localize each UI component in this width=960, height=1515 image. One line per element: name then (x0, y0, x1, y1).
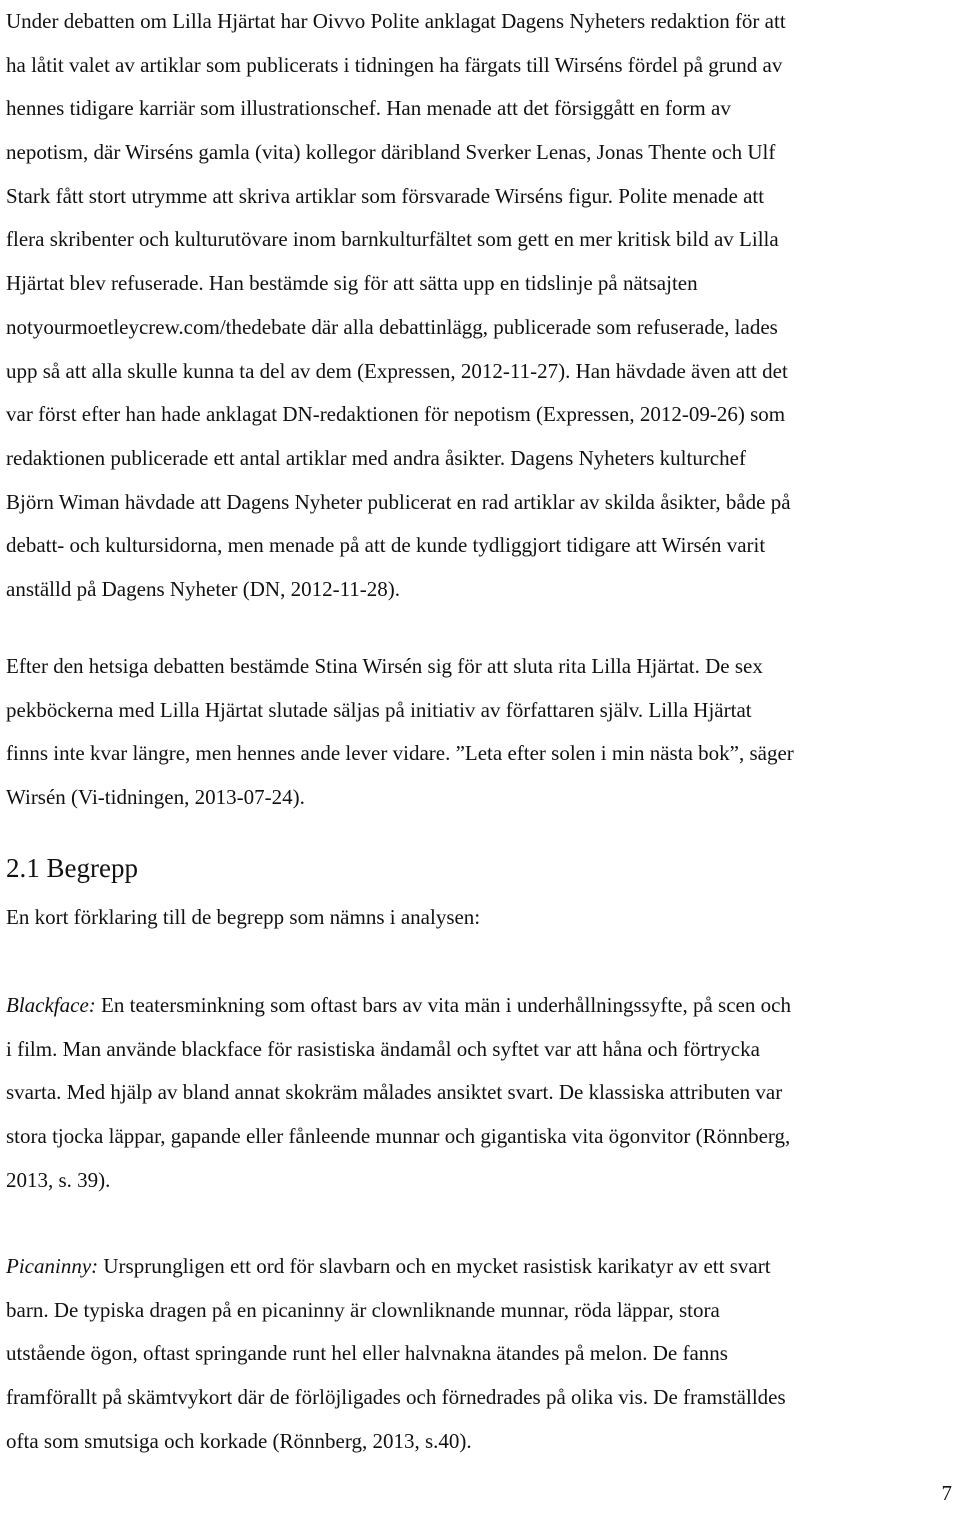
definition-picaninny (6, 1245, 954, 1463)
text-line: svarta. Med hjälp av bland annat skokräm målades ansiktet svart. De klassiska attributen var (6, 1080, 783, 1105)
text-line: Hjärtat blev refuserade. Han bestämde sig för att sätta upp en tidslinje på nätsajten (6, 271, 698, 296)
text-line: barn. De typiska dragen på en picaninny är clownliknande munnar, röda läppar, stora (6, 1297, 720, 1322)
paragraph-debate (6, 0, 954, 612)
definition-term: Blackface: (6, 993, 96, 1017)
section-heading: 2.1 Begrepp (6, 853, 138, 883)
text-line: anställd på Dagens Nyheter (DN, 2012-11-28). (6, 576, 401, 601)
text-line: ha låtit valet av artiklar som publicerats i tidningen ha färgats till Wirséns fördel på grund av (6, 52, 783, 77)
text-line: Efter den hetsiga debatten bestämde Stina Wirsén sig för att sluta rita Lilla Hjärtat. De sex (6, 654, 763, 678)
text-line: Stark fått stort utrymme att skriva artiklar som försvarade Wirséns figur. Polite menade att (6, 183, 765, 208)
paragraph-aftermath (6, 645, 954, 820)
text-line: nepotism, där Wirséns gamla (vita) kollegor däribland Sverker Lenas, Jonas Thente och Ulf (6, 140, 776, 165)
text-line: hennes tidigare karriär som illustrationschef. Han menade att det försiggått en form av (6, 96, 731, 121)
text-line: finns inte kvar längre, men hennes ande lever vidare. ”Leta efter solen i min nästa bok”, säger (6, 741, 794, 766)
definition-text: En teatersminkning som oftast bars av vita män i underhållningssyfte, på scen och (95, 993, 791, 1017)
definition-blackface (6, 984, 954, 1202)
section-intro: En kort förklaring till de begrepp som nämns i analysen: (6, 905, 481, 929)
text-line: debatt- och kultursidorna, men menade på att de kunde tydliggjort tidigare att Wirsén varit (6, 533, 766, 558)
definition-term: Picaninny: (6, 1254, 99, 1278)
text-line: stora tjocka läppar, gapande eller fånleende munnar och gigantiska vita ögonvitor (Rönnberg, (6, 1124, 791, 1149)
text-line: flera skribenter och kulturutövare inom barnkulturfältet som gett en mer kritisk bild av Lilla (6, 227, 779, 252)
text-line: redaktionen publicerade ett antal artiklar med andra åsikter. Dagens Nyheters kulturchef (6, 445, 746, 470)
definition-text: Ursprungligen ett ord för slavbarn och en mycket rasistisk karikatyr av ett svart (98, 1254, 771, 1278)
text-line: i film. Man använde blackface för rasistiska ändamål och syftet var att håna och förtrycka (6, 1036, 760, 1061)
text-line: notyourmoetleycrew.com/thedebate där alla debattinlägg, publicerade som refuserade, lades (6, 314, 778, 339)
text-line: ofta som smutsiga och korkade (Rönnberg, 2013, s.40). (6, 1428, 472, 1453)
definition-first-line (6, 1245, 954, 1289)
text-line: 2013, s. 39). (6, 1167, 111, 1192)
text-line: utstående ögon, oftast springande runt hel eller halvnakna ätandes på melon. De fanns (6, 1341, 728, 1366)
text-line: Wirsén (Vi-tidningen, 2013-07-24). (6, 785, 305, 810)
text-line: pekböckerna med Lilla Hjärtat slutade säljas på initiativ av författaren själv. Lilla Hjärtat (6, 697, 752, 722)
text-line: upp så att alla skulle kunna ta del av dem (Expressen, 2012-11-27). Han hävdade även att det (6, 358, 788, 383)
text-line: var först efter han hade anklagat DN-redaktionen för nepotism (Expressen, 2012-09-26) som (6, 402, 786, 427)
text-line: Björn Wiman hävdade att Dagens Nyheter publicerat en rad artiklar av skilda åsikter, både på (6, 489, 791, 514)
page-number: 7 (941, 1481, 952, 1505)
definition-first-line (6, 984, 954, 1028)
text-line: Under debatten om Lilla Hjärtat har Oivvo Polite anklagat Dagens Nyheters redaktion för att (6, 9, 786, 33)
text-line: framförallt på skämtvykort där de förlöjligades och förnedrades på olika vis. De framställdes (6, 1385, 786, 1410)
